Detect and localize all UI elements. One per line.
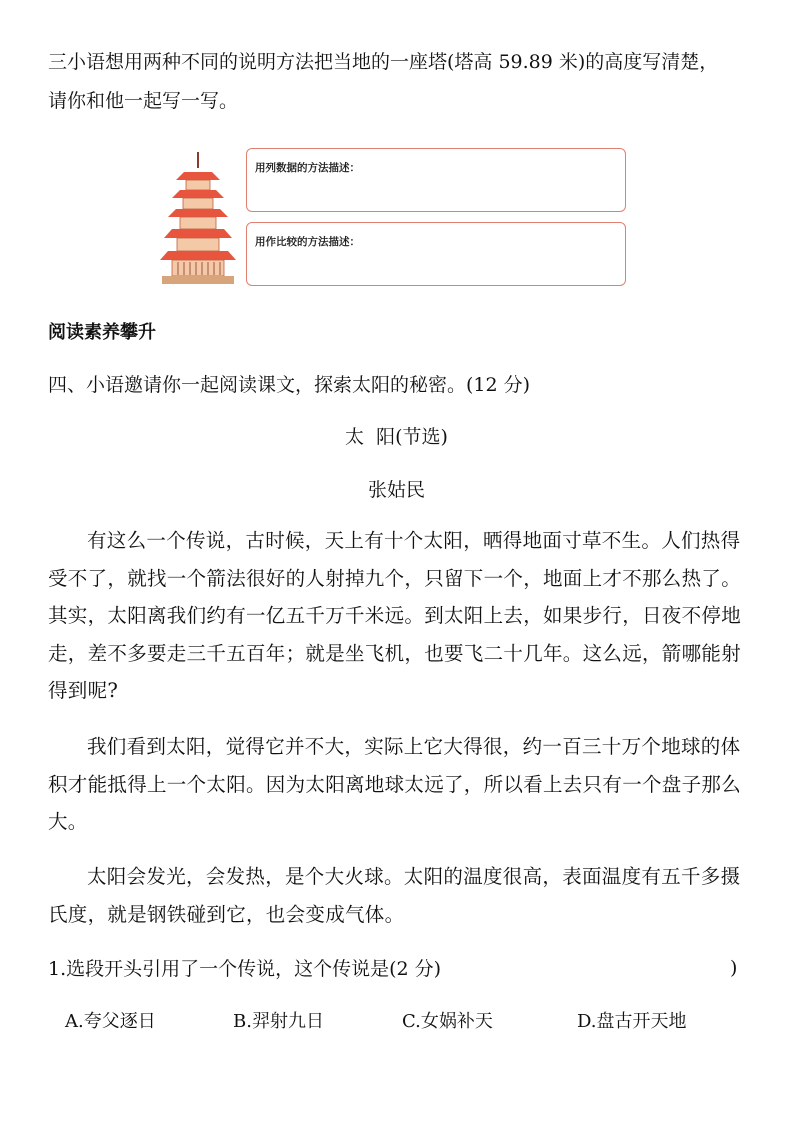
pagoda-base [162, 276, 234, 284]
option-b[interactable]: B.羿射九日 [233, 1011, 324, 1032]
option-c[interactable]: C.女娲补天 [402, 1011, 493, 1032]
pagoda-roof-5 [160, 251, 236, 260]
pagoda-illustration [158, 150, 238, 290]
data-method-box[interactable] [246, 148, 626, 212]
pagoda-roof-4 [164, 229, 232, 238]
answer-paren: ) [730, 957, 738, 979]
pagoda-story-2 [183, 198, 213, 209]
comparison-method-box[interactable] [246, 222, 626, 286]
option-d[interactable]: D.盘古开天地 [577, 1011, 687, 1032]
pagoda-story-3 [180, 217, 216, 229]
data-method-label: 用列数据的方法描述： [255, 162, 360, 174]
q3-line2: 请你和他一起写一写。 [48, 90, 239, 112]
passage-title: 太 阳(节选) [345, 426, 448, 448]
section-title: 阅读素养攀升 [48, 322, 156, 343]
option-a[interactable]: A.夸父逐日 [65, 1011, 156, 1032]
pagoda-story-5 [172, 260, 224, 276]
pagoda-roof-3 [168, 209, 228, 217]
passage-author: 张姑民 [367, 479, 425, 501]
comparison-method-label: 用作比较的方法描述： [255, 236, 360, 248]
passage-paragraph-1: 有这么一个传说，古时候，天上有十个太阳，晒得地面寸草不生。人们热得受不了，就找一个箭法很好的人射掉九个，只留下一个，地面上才不那么热了。其实，太阳离我们约有一亿五千万千米远。到太阳上去，如果步行，日夜不停地走，差不多要走三千五百年；就是坐飞机，也要飞二十几年。这么远，箭哪能射得到呢? [48, 529, 742, 702]
q3-line1: 三小语想用两种不同的说明方法把当地的一座塔(塔高 59.89 米)的高度写清楚， [48, 51, 719, 73]
pagoda-story-1 [186, 180, 210, 190]
passage-paragraph-2: 我们看到太阳，觉得它并不大，实际上它大得很，约一百三十万个地球的体积才能抵得上一个太阳。因为太阳离地球太远了，所以看上去只有一个盘子那么大。 [48, 735, 742, 833]
pagoda-roof-2 [172, 190, 224, 198]
pagoda-roof-1 [176, 172, 220, 180]
passage-paragraph-3: 太阳会发光，会发热，是个大火球。太阳的温度很高，表面温度有五千多摄氏度，就是钢铁碰到它，也会变成气体。 [48, 865, 741, 926]
question-1: 1.选段开头引用了一个传说，这个传说是(2 分) [48, 958, 442, 980]
pagoda-story-4 [177, 238, 219, 251]
q4-intro: 四、小语邀请你一起阅读课文，探索太阳的秘密。(12 分) [48, 374, 531, 396]
